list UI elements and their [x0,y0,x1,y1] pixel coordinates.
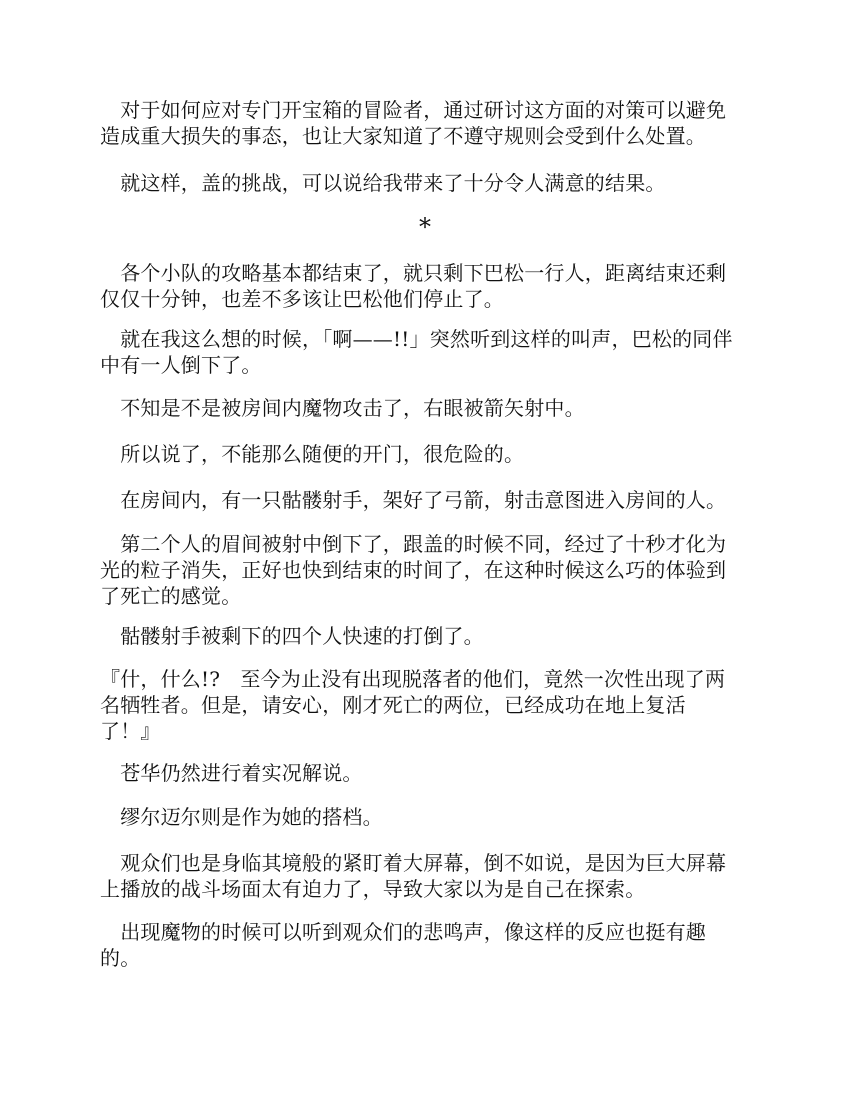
paragraph [100,666,750,744]
paragraph [100,623,750,649]
paragraph [100,919,750,971]
text-line: 观众们也是身临其境般的紧盯着大屏幕，倒不如说，是因为巨大屏幕 [100,851,727,875]
text-line: 苍华仍然进行着实况解说。 [100,761,363,785]
text-line: 出现魔物的时候可以听到观众们的悲鸣声，像这样的反应也挺有趣 [100,920,706,944]
text-line: 上播放的战斗场面太有迫力了，导致大家以为是自己在探索。 [100,877,646,901]
text-line: 造成重大损失的事态，也让大家知道了不遵守规则会受到什么处置。 [100,124,706,148]
paragraph [100,531,750,609]
paragraph [100,260,750,312]
text-line: 缪尔迈尔则是作为她的搭档。 [100,805,383,829]
text-line: 就这样，盖的挑战，可以说给我带来了十分令人满意的结果。 [100,171,666,195]
text-line: 『什，什么!? 至今为止没有出现脱落者的他们，竟然一次性出现了两 [100,667,726,691]
paragraph [100,395,750,421]
text-line: 了！』 [100,719,161,743]
text-line: 骷髅射手被剩下的四个人快速的打倒了。 [100,624,484,648]
paragraph [100,760,750,786]
text-line: 所以说了，不能那么随便的开门，很危险的。 [100,442,525,466]
paragraph [100,326,750,378]
paragraph [100,441,750,467]
text-line: 光的粒子消失，正好也快到结束的时间了，在这种时候这么巧的体验到 [100,558,727,582]
text-line: 在房间内，有一只骷髅射手，架好了弓箭，射击意图进入房间的人。 [100,488,727,512]
text-line: 的。 [100,946,141,970]
text-line: 中有一人倒下了。 [100,353,262,377]
paragraph [100,170,750,196]
section-separator: * [419,213,431,241]
text-line: 第二个人的眉间被射中倒下了，跟盖的时候不同，经过了十秒才化为 [100,532,727,556]
text-line: 仅仅十分钟，也差不多该让巴松他们停止了。 [100,287,504,311]
paragraph [100,97,750,149]
text-line: 各个小队的攻略基本都结束了，就只剩下巴松一行人，距离结束还剩 [100,261,727,285]
text-line: 就在我这么想的时候，「啊——!!」突然听到这样的叫声，巴松的同伴 [100,327,733,351]
paragraph [100,487,750,513]
paragraph [100,804,750,830]
text-line: 名牺牲者。但是，请安心，刚才死亡的两位，已经成功在地上复活 [100,693,686,717]
text-line: 对于如何应对专门开宝箱的冒险者，通过研讨这方面的对策可以避免 [100,98,727,122]
paragraph [100,850,750,902]
text-line: 了死亡的感觉。 [100,584,242,608]
text-line: 不知是不是被房间内魔物攻击了，右眼被箭矢射中。 [100,396,585,420]
